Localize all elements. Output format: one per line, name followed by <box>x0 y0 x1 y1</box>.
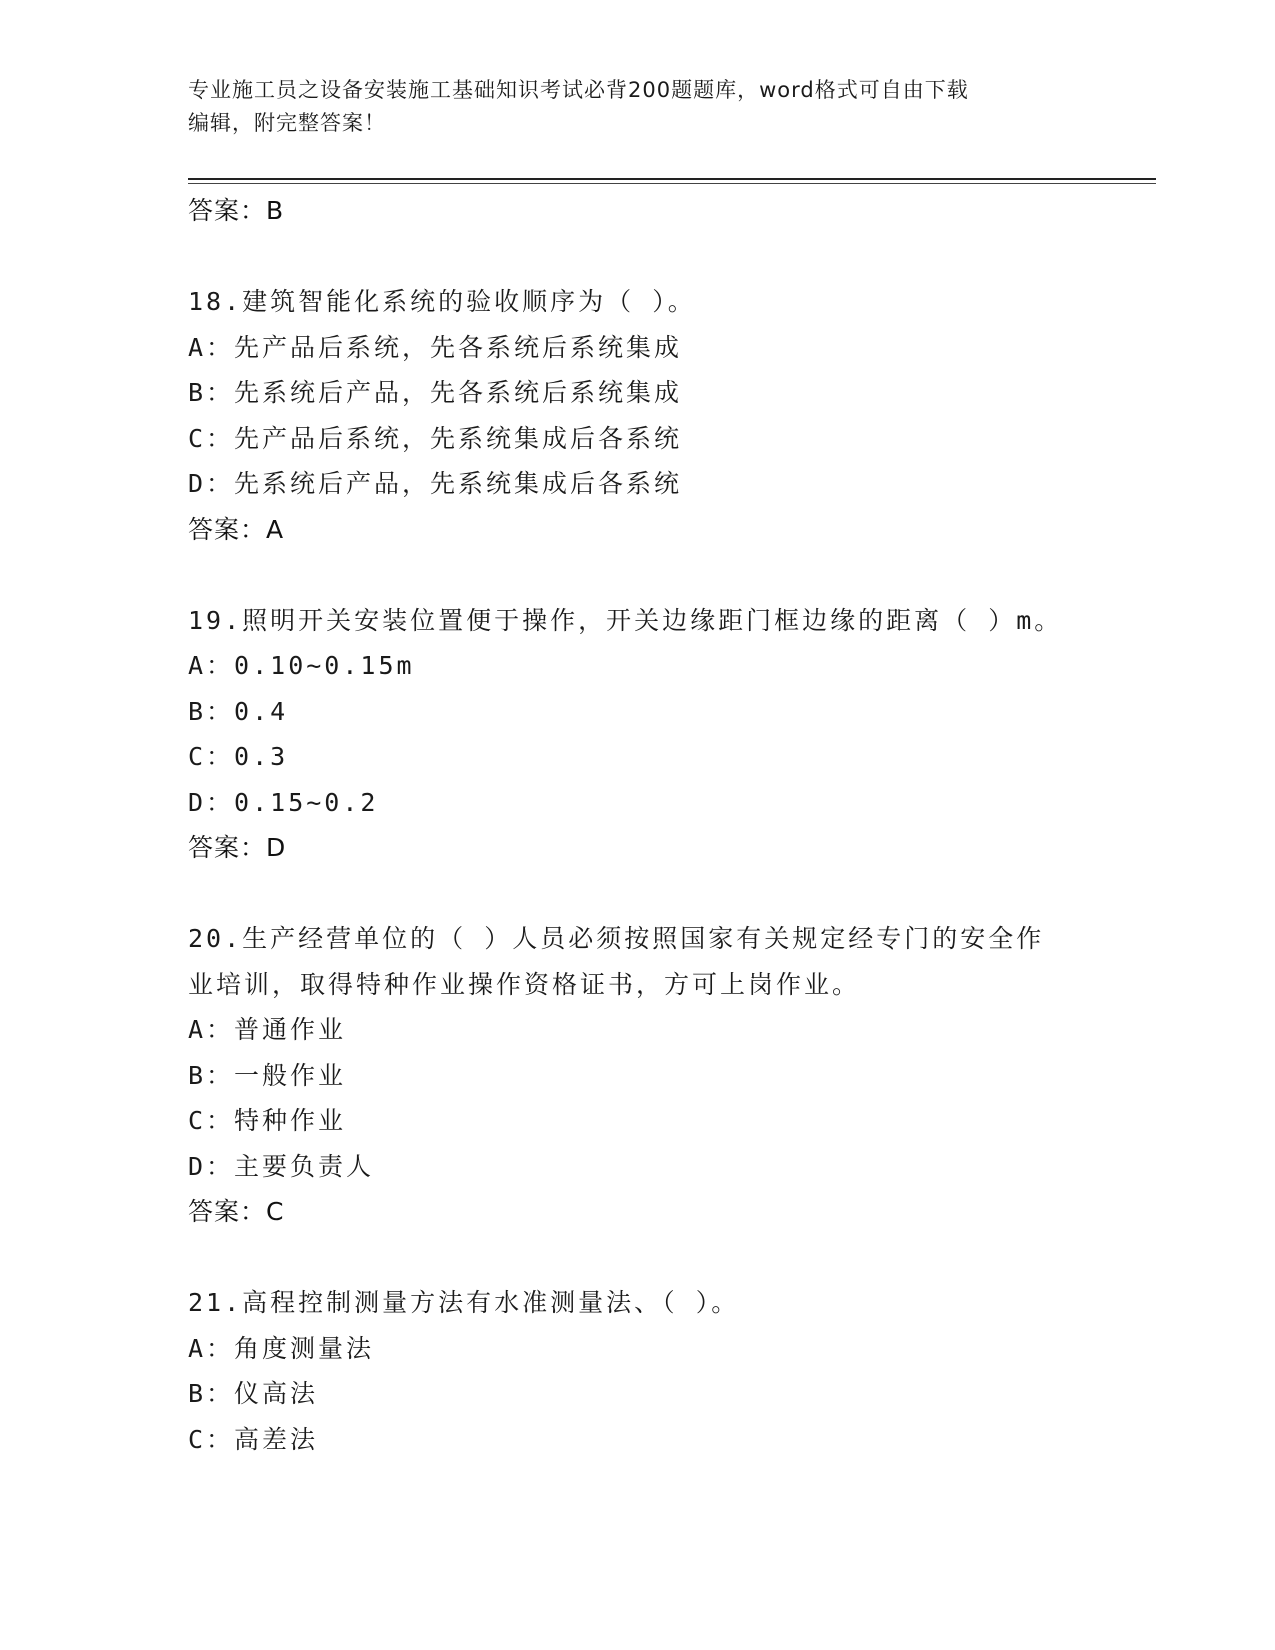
option-a: A：角度测量法 <box>188 1333 375 1363</box>
option-a: A：先产品后系统，先各系统后系统集成 <box>188 332 683 362</box>
option-b: B：0.4 <box>188 696 289 726</box>
header-divider-thin <box>188 183 1156 184</box>
option-b: B：先系统后产品，先各系统后系统集成 <box>188 378 683 407</box>
header-divider-thick <box>188 178 1156 180</box>
option-c: C：特种作业 <box>188 1106 347 1135</box>
spacer <box>188 234 1118 279</box>
stem-line: 19.照明开关安装位置便于操作，开关边缘距门框边缘的距离（ ）m。 <box>188 605 1063 635</box>
answer: 答案：D <box>188 833 287 862</box>
option-d: D：主要负责人 <box>188 1151 375 1181</box>
document-header <box>188 74 1088 140</box>
option-b: B：一般作业 <box>188 1060 347 1090</box>
answer: 答案：C <box>188 1197 285 1226</box>
option-c: C：先产品后系统，先系统集成后各系统 <box>188 423 683 453</box>
option-d: D：0.15~0.2 <box>188 787 379 817</box>
option-b: B：仪高法 <box>188 1379 319 1408</box>
answer: 答案：A <box>188 514 285 544</box>
option-c: C：0.3 <box>188 742 289 771</box>
header-line-2: 编辑，附完整答案！ <box>188 111 386 135</box>
option-a: A：0.10~0.15m <box>188 651 415 680</box>
spacer <box>188 871 1118 916</box>
previous-answer: 答案：B <box>188 196 285 225</box>
question-20 <box>188 916 1118 1235</box>
spacer <box>188 1235 1118 1280</box>
option-d: D：先系统后产品，先系统集成后各系统 <box>188 469 683 498</box>
option-c: C：高差法 <box>188 1424 319 1454</box>
question-stem <box>188 1280 1118 1326</box>
option-a: A：普通作业 <box>188 1015 347 1044</box>
stem-line: 业培训，取得特种作业操作资格证书，方可上岗作业。 <box>188 969 861 999</box>
stem-line: 18.建筑智能化系统的验收顺序为（ ）。 <box>188 287 696 316</box>
question-stem <box>188 279 1118 325</box>
stem-line: 20.生产经营单位的（ ）人员必须按照国家有关规定经专门的安全作 <box>188 924 1045 953</box>
stem-line: 21.高程控制测量方法有水准测量法、（ ）。 <box>188 1288 740 1317</box>
spacer <box>188 553 1118 598</box>
question-stem <box>188 916 1118 1007</box>
question-stem <box>188 598 1118 644</box>
header-line-1: 专业施工员之设备安装施工基础知识考试必背200题题库，word格式可自由下载 <box>188 78 969 102</box>
question-21 <box>188 1280 1118 1462</box>
question-content <box>188 188 1118 1462</box>
question-19 <box>188 598 1118 872</box>
question-18 <box>188 279 1118 553</box>
